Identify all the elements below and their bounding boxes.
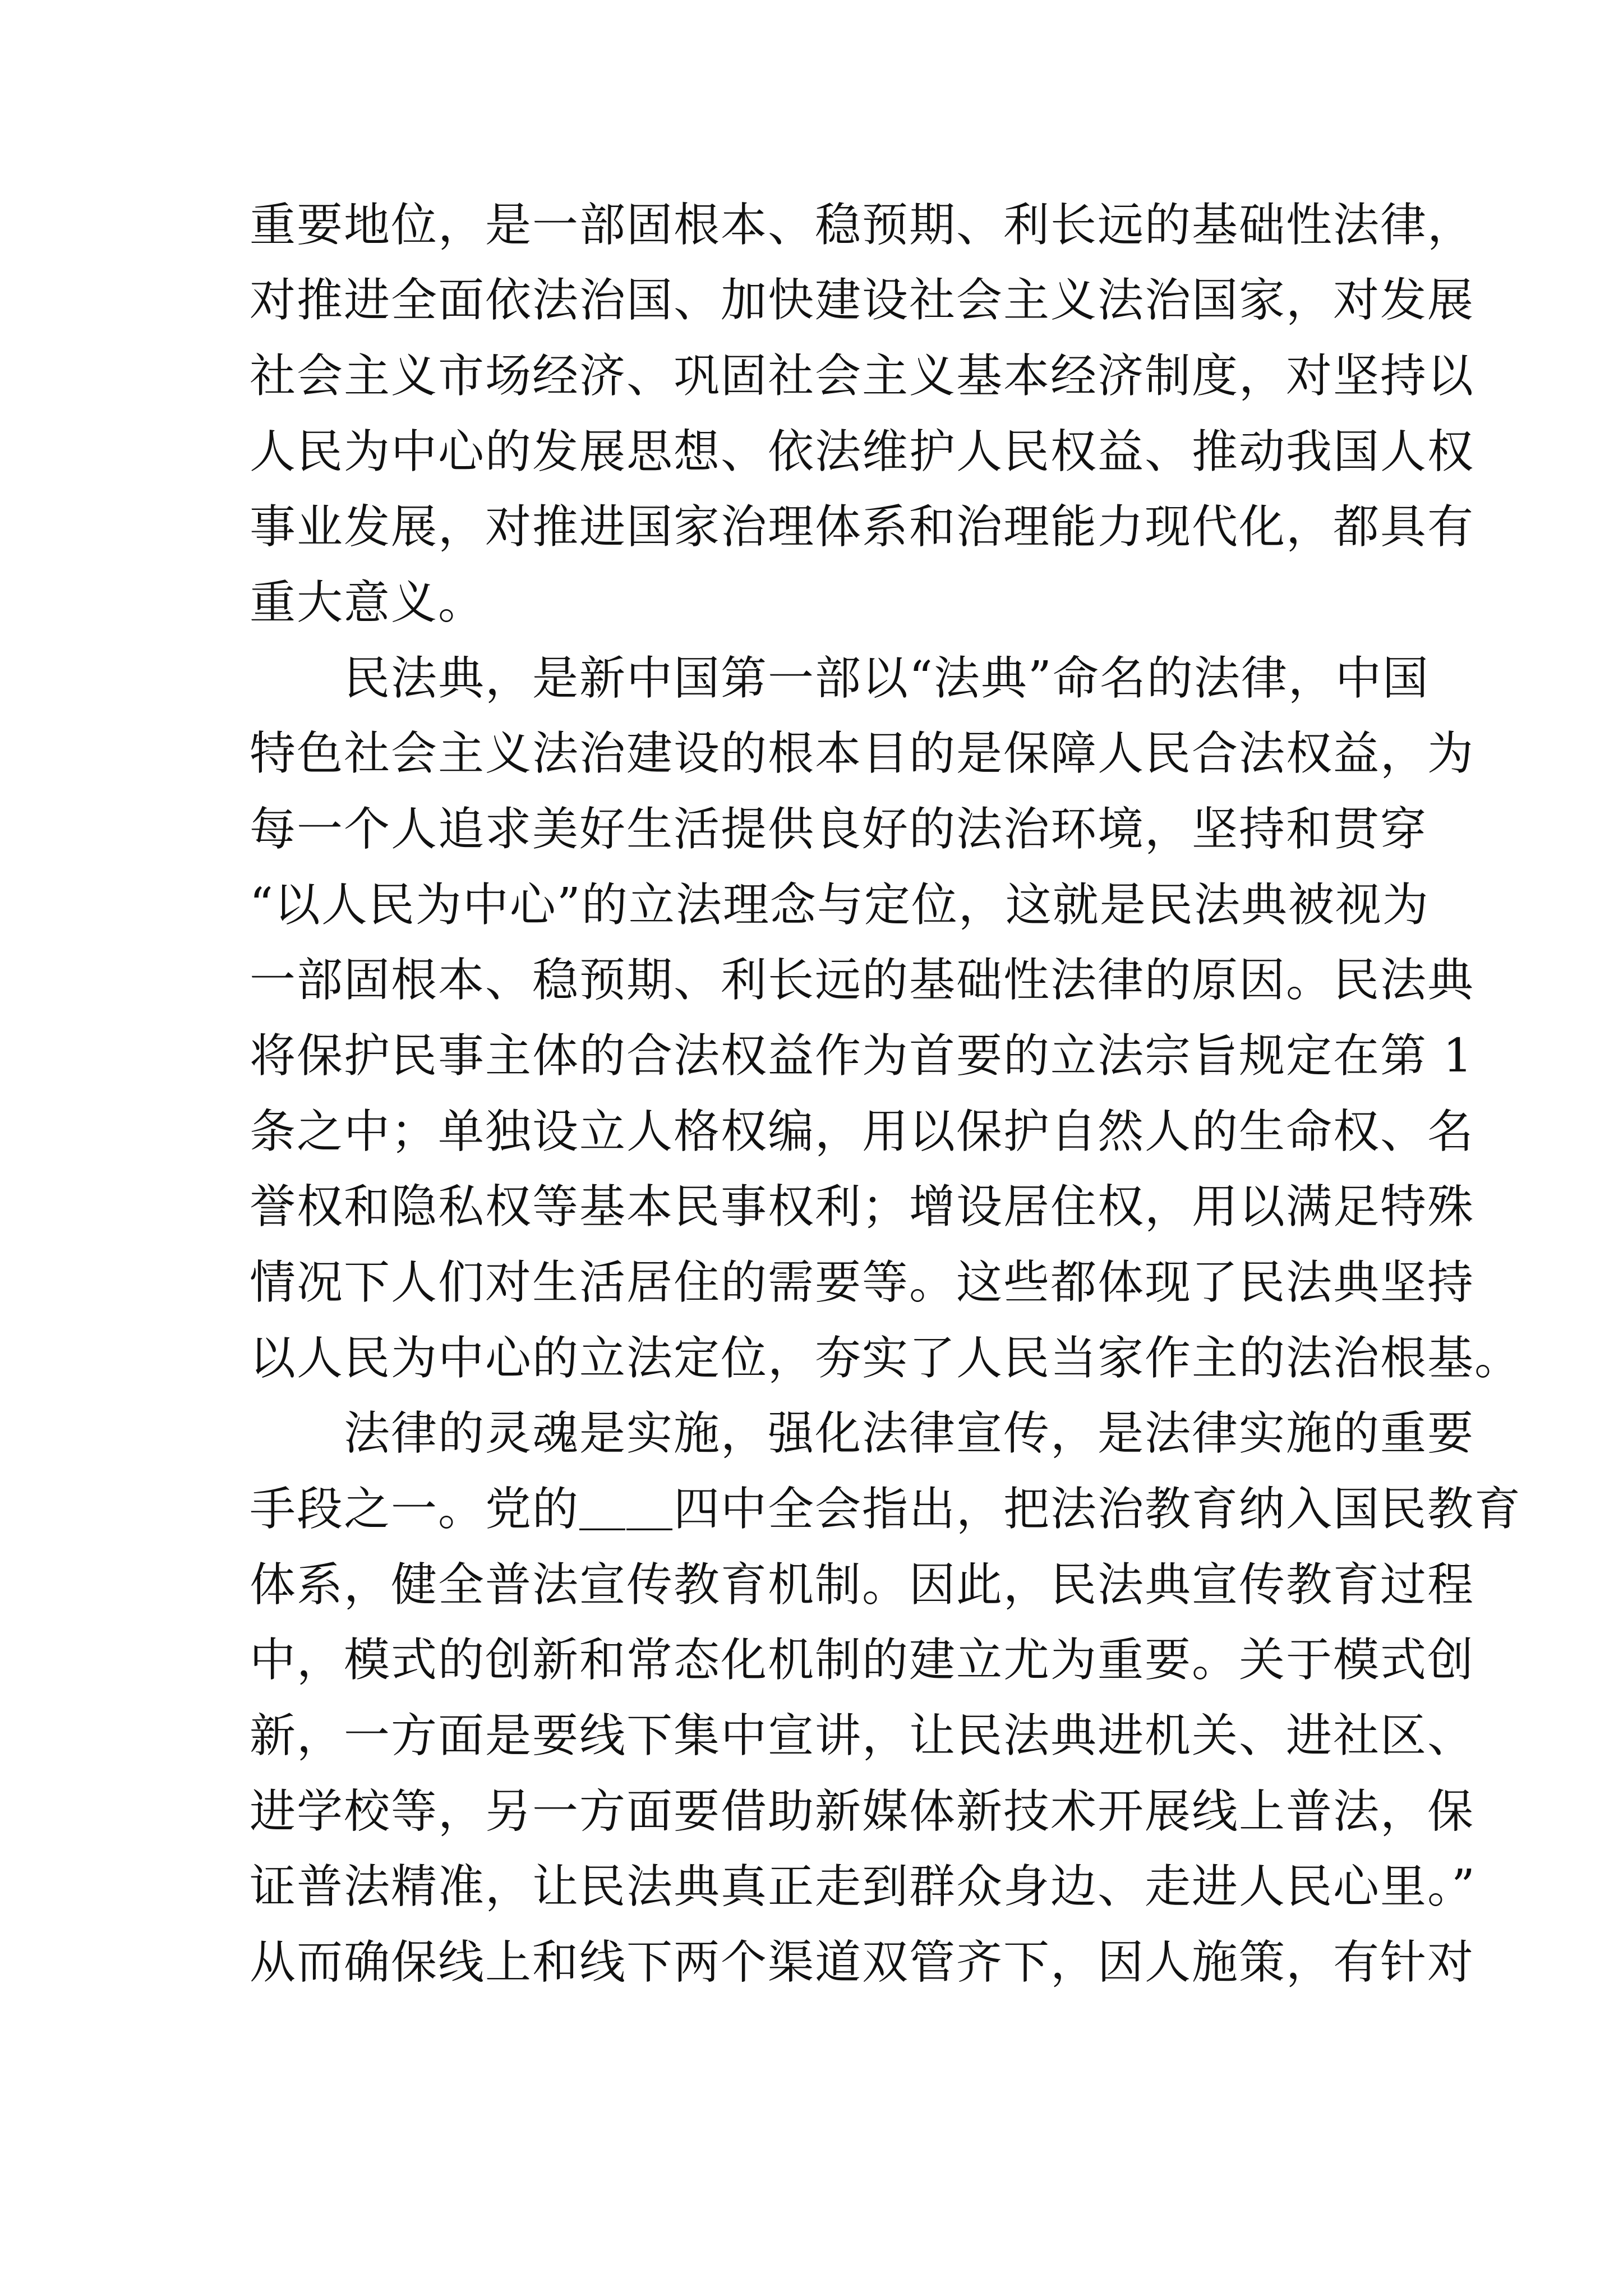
text-line: 体系，健全普法宣传教育机制。因此，民法典宣传教育过程	[250, 1558, 1475, 1612]
text-line: 每一个人追求美好生活提供良好的法治环境，坚持和贯穿	[250, 803, 1428, 856]
text-line: 进学校等，另一方面要借助新媒体新技术开展线上普法，保	[250, 1785, 1475, 1838]
text-line: 民法典，是新中国第一部以“法典”命名的法律，中国	[250, 652, 1430, 705]
text-line: 事业发展，对推进国家治理体系和治理能力现代化，都具有	[250, 500, 1475, 554]
text-line: 重要地位，是一部固根本、稳预期、利长远的基础性法律，	[250, 199, 1475, 252]
text-line: 新，一方面是要线下集中宣讲，让民法典进机关、进社区、	[250, 1709, 1475, 1763]
text-line: 以人民为中心的立法定位，夯实了人民当家作主的法治根基。	[250, 1332, 1522, 1385]
text-line: 特色社会主义法治建设的根本目的是保障人民合法权益，为	[250, 727, 1475, 780]
text-line: 重大意义。	[250, 576, 486, 629]
text-line: 条之中；单独设立人格权编，用以保护自然人的生命权、名	[250, 1105, 1475, 1158]
text-line: 中，模式的创新和常态化机制的建立尤为重要。关于模式创	[250, 1634, 1475, 1687]
text-line: 证普法精准，让民法典真正走到群众身边、走进人民心里。”	[250, 1860, 1476, 1913]
text-line: 誉权和隐私权等基本民事权利；增设居住权，用以满足特殊	[250, 1180, 1475, 1234]
text-line: 对推进全面依法治国、加快建设社会主义法治国家，对发展	[250, 274, 1475, 327]
text-line: 将保护民事主体的合法权益作为首要的立法宗旨规定在第 1	[250, 1029, 1474, 1083]
text-line: 手段之一。党的＿＿四中全会指出，把法治教育纳入国民教育	[250, 1483, 1522, 1536]
text-line: 人民为中心的发展思想、依法维护人民权益、推动我国人权	[250, 425, 1475, 478]
text-line: 法律的灵魂是实施，强化法律宣传，是法律实施的重要	[250, 1407, 1475, 1460]
text-line: 一部固根本、稳预期、利长远的基础性法律的原因。民法典	[250, 954, 1475, 1007]
text-line: 从而确保线上和线下两个渠道双管齐下，因人施策，有针对	[250, 1936, 1475, 1989]
text-line: 社会主义市场经济、巩固社会主义基本经济制度，对坚持以	[250, 349, 1475, 403]
text-line: “以人民为中心”的立法理念与定位，这就是民法典被视为	[250, 878, 1430, 932]
text-line: 情况下人们对生活居住的需要等。这些都体现了民法典坚持	[250, 1256, 1475, 1309]
